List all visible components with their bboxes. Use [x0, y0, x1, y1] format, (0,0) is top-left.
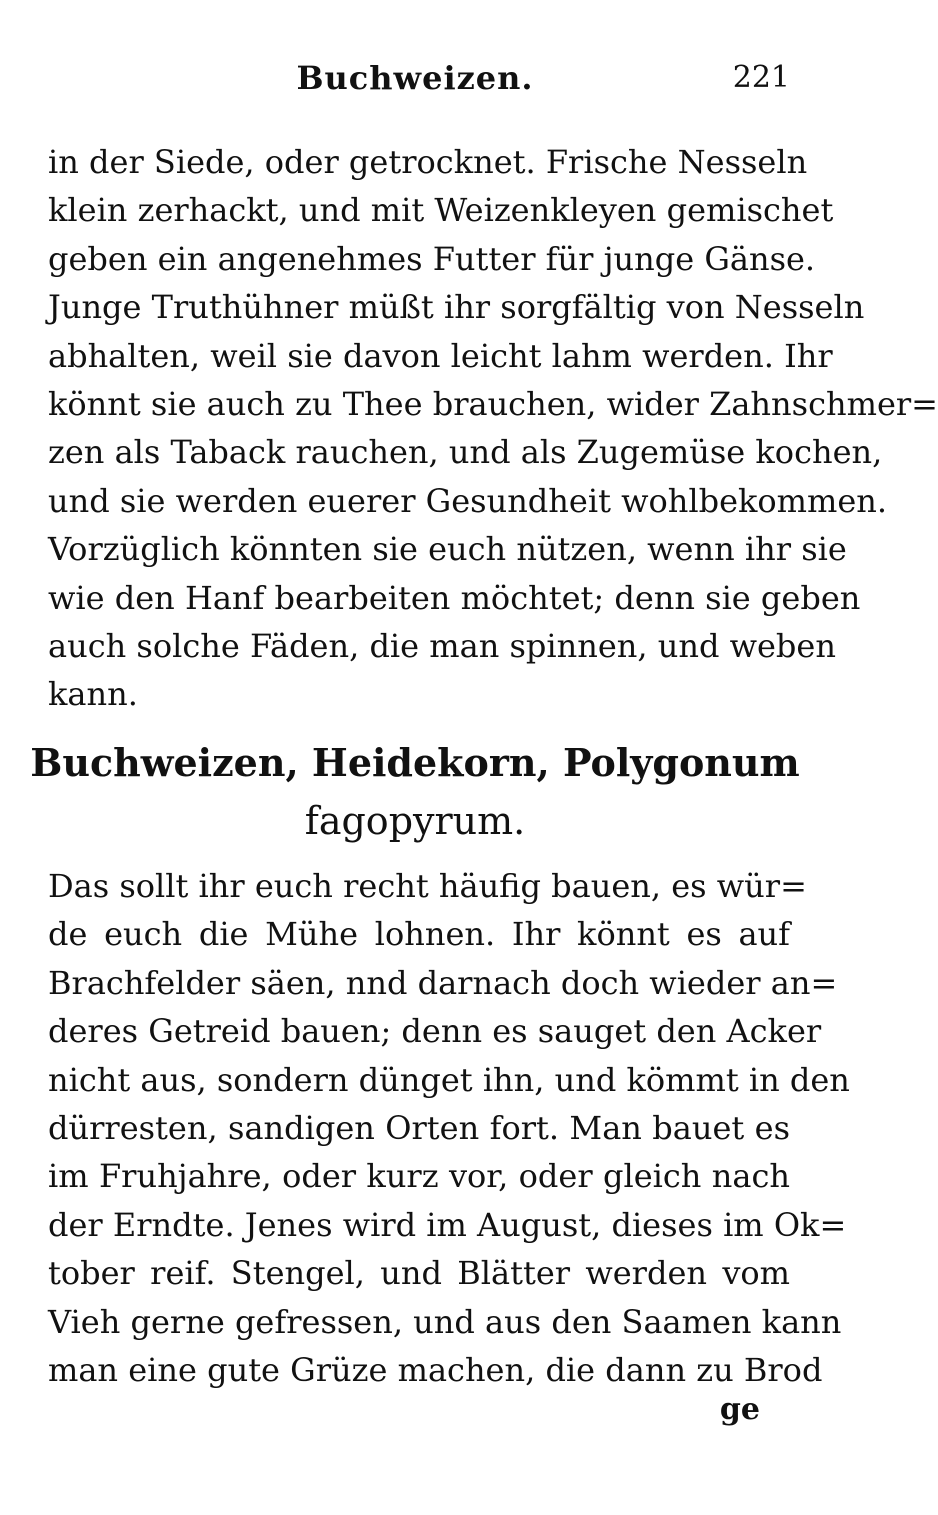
text-line: und sie werden euerer Gesundheit wohlbekommen.	[48, 481, 888, 520]
text-line: nicht aus, sondern dünget ihn, und kömmt in den	[48, 1060, 850, 1099]
text-line: abhalten, weil sie davon leicht lahm werden. Ihr	[48, 336, 833, 375]
text-line: könnt sie auch zu Thee brauchen, wider Zahnschmer=	[48, 384, 938, 423]
paragraph-buckwheat	[48, 862, 850, 1394]
running-title: Buchweizen.	[296, 59, 534, 97]
text-line: deres Getreid bauen; denn es sauget den Acker	[48, 1012, 822, 1051]
paragraph-nettles	[48, 138, 938, 719]
text-line: Vorzüglich könnten sie euch nützen, wenn ihr sie	[48, 530, 847, 569]
text-line: klein zerhackt, und mit Weizenkleyen gemischet	[48, 191, 834, 230]
section-heading-line-1: Buchweizen, Heidekorn, Polygonum	[30, 740, 800, 785]
text-line: de euch die Mühe lohnen. Ihr könnt es auf	[48, 915, 790, 954]
text-line: dürresten, sandigen Orten fort. Man bauet es	[48, 1108, 790, 1147]
text-line: der Erndte. Jenes wird im August, dieses im Ok=	[48, 1205, 847, 1244]
text-line: man eine gute Grüze machen, die dann zu Brod	[48, 1350, 823, 1389]
text-line: Vieh gerne gefressen, und aus den Saamen kann	[48, 1302, 842, 1341]
text-line: auch solche Fäden, die man spinnen, und weben	[48, 626, 836, 665]
text-line: im Fruhjahre, oder kurz vor, oder gleich nach	[48, 1157, 790, 1196]
text-line: in der Siede, oder getrocknet. Frische Nesseln	[48, 143, 808, 181]
text-line: Das sollt ihr euch recht häufig bauen, es wür=	[48, 867, 807, 905]
text-line: kann.	[48, 675, 138, 714]
section-heading-line-2: fagopyrum.	[304, 799, 526, 843]
page-number: 221	[732, 60, 790, 95]
text-line: tober reif. Stengel, und Blätter werden vom	[48, 1254, 790, 1293]
catchword: ge	[719, 1392, 760, 1427]
text-line: wie den Hanf bearbeiten möchtet; denn sie geben	[48, 578, 861, 617]
text-line: Brachfelder säen, nnd darnach doch wieder an=	[48, 963, 838, 1002]
text-line: Junge Truthühner müßt ihr sorgfältig von Nesseln	[48, 288, 865, 327]
section-heading	[0, 734, 830, 850]
text-line: geben ein angenehmes Futter für junge Gänse.	[48, 239, 816, 278]
running-head	[0, 56, 830, 100]
text-line: zen als Taback rauchen, und als Zugemüse kochen,	[48, 433, 883, 472]
